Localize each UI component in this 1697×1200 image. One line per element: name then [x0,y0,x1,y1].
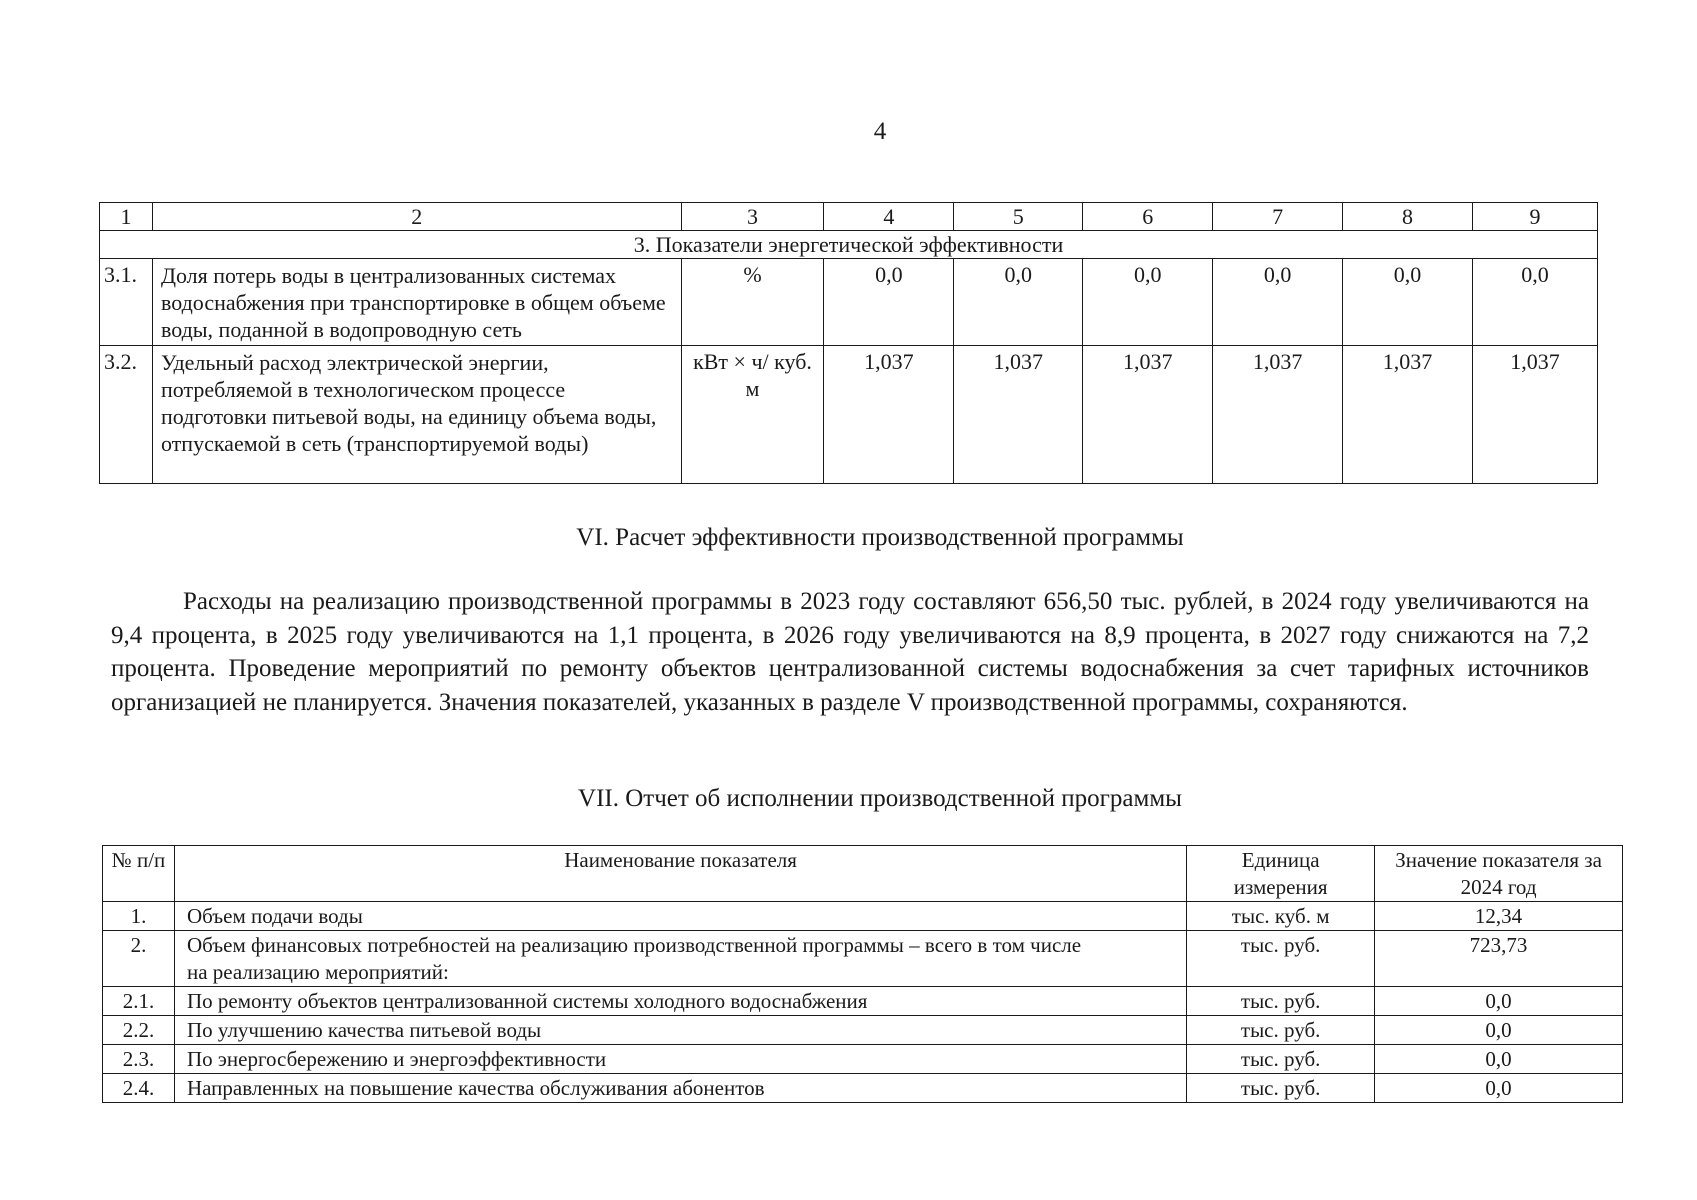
page-number: 4 [873,118,887,145]
execution-report-table [102,845,1623,1103]
indicator-unit: кВт × ч/ куб. м [681,346,824,484]
header-value: Значение показателя за 2024 год [1375,846,1623,902]
indicator-value: 0,0 [1375,1016,1623,1045]
section-title: 3. Показатели энергетической эффективности [100,231,1598,259]
table-row [103,902,1623,931]
section-6-heading: VI. Расчет эффективности производственной программы [576,524,1184,551]
indicator-unit: тыс. руб. [1187,931,1375,987]
indicator-value: 0,0 [1375,1045,1623,1074]
indicator-name: Удельный расход электрической энергии, потребляемой в технологическом процессе подготовки питьевой воды, на единицу объема воды, отпускаемой в сеть (транспортируемой воды) [152,346,681,484]
indicator-name: По энергосбережению и энергоэффективности [174,1045,1186,1074]
column-number: 8 [1343,203,1473,231]
column-number: 1 [100,203,153,231]
column-number-row [100,203,1598,231]
table-row [100,346,1598,484]
table-row [103,987,1623,1016]
energy-efficiency-table [99,202,1598,484]
indicator-value: 0,0 [1343,259,1473,346]
indicator-unit: тыс. руб. [1187,1016,1375,1045]
header-number: № п/п [103,846,175,902]
header-name: Наименование показателя [174,846,1186,902]
indicator-value: 0,0 [1213,259,1343,346]
indicator-value: 0,0 [824,259,954,346]
column-number: 2 [152,203,681,231]
indicator-value: 1,037 [1213,346,1343,484]
column-number: 3 [681,203,824,231]
indicator-value: 12,34 [1375,902,1623,931]
section-7-heading: VII. Отчет об исполнении производственной программы [578,785,1182,812]
indicator-unit: тыс. куб. м [1187,902,1375,931]
section-title-row [100,231,1598,259]
indicator-unit: % [681,259,824,346]
indicator-value: 0,0 [1375,1074,1623,1103]
column-number: 6 [1083,203,1213,231]
indicator-value: 723,73 [1375,931,1623,987]
section-6-paragraph: Расходы на реализацию производственной программы в 2023 году составляют 656,50 тыс. рублей, в 2024 году увеличиваются на 9,4 процента, в 2025 году увеличиваются на 1,1 процента, в 2026 году увеличиваются на 8,9 процента, в 2027 году снижаются на 7,2 процента. Проведение мероприятий по ремонту объектов централизованной системы водоснабжения за счет тарифных источников организацией не планируется. Значения показателей, указанных в разделе V производственной программы, сохраняются. [111,588,1589,716]
indicator-name: По улучшению качества питьевой воды [174,1016,1186,1045]
row-number: 2.3. [103,1045,175,1074]
header-unit: Единица измерения [1187,846,1375,902]
indicator-name: По ремонту объектов централизованной системы холодного водоснабжения [174,987,1186,1016]
indicator-name: Объем финансовых потребностей на реализацию производственной программы – всего в том числе на реализацию мероприятий: [174,931,1186,987]
column-number: 5 [954,203,1083,231]
table-row [103,1074,1623,1103]
table-row [103,1016,1623,1045]
column-number: 9 [1472,203,1597,231]
indicator-value: 1,037 [1472,346,1597,484]
table-row [103,931,1623,987]
column-number: 4 [824,203,954,231]
row-number: 3.2. [100,346,153,484]
row-number: 2.2. [103,1016,175,1045]
table-row [103,1045,1623,1074]
indicator-unit: тыс. руб. [1187,1045,1375,1074]
row-number: 3.1. [100,259,153,346]
table-header-row [103,846,1623,902]
row-number: 2.1. [103,987,175,1016]
row-number: 1. [103,902,175,931]
row-number: 2. [103,931,175,987]
indicator-value: 0,0 [1375,987,1623,1016]
indicator-name: Направленных на повышение качества обслуживания абонентов [174,1074,1186,1103]
indicator-name: Доля потерь воды в централизованных системах водоснабжения при транспортировке в общем объеме воды, поданной в водопроводную сеть [152,259,681,346]
indicator-value: 1,037 [1083,346,1213,484]
indicator-unit: тыс. руб. [1187,1074,1375,1103]
indicator-unit: тыс. руб. [1187,987,1375,1016]
indicator-name: Объем подачи воды [174,902,1186,931]
row-number: 2.4. [103,1074,175,1103]
table-row [100,259,1598,346]
indicator-value: 0,0 [1083,259,1213,346]
indicator-value: 0,0 [1472,259,1597,346]
indicator-value: 1,037 [1343,346,1473,484]
column-number: 7 [1213,203,1343,231]
indicator-value: 1,037 [824,346,954,484]
indicator-value: 0,0 [954,259,1083,346]
indicator-value: 1,037 [954,346,1083,484]
